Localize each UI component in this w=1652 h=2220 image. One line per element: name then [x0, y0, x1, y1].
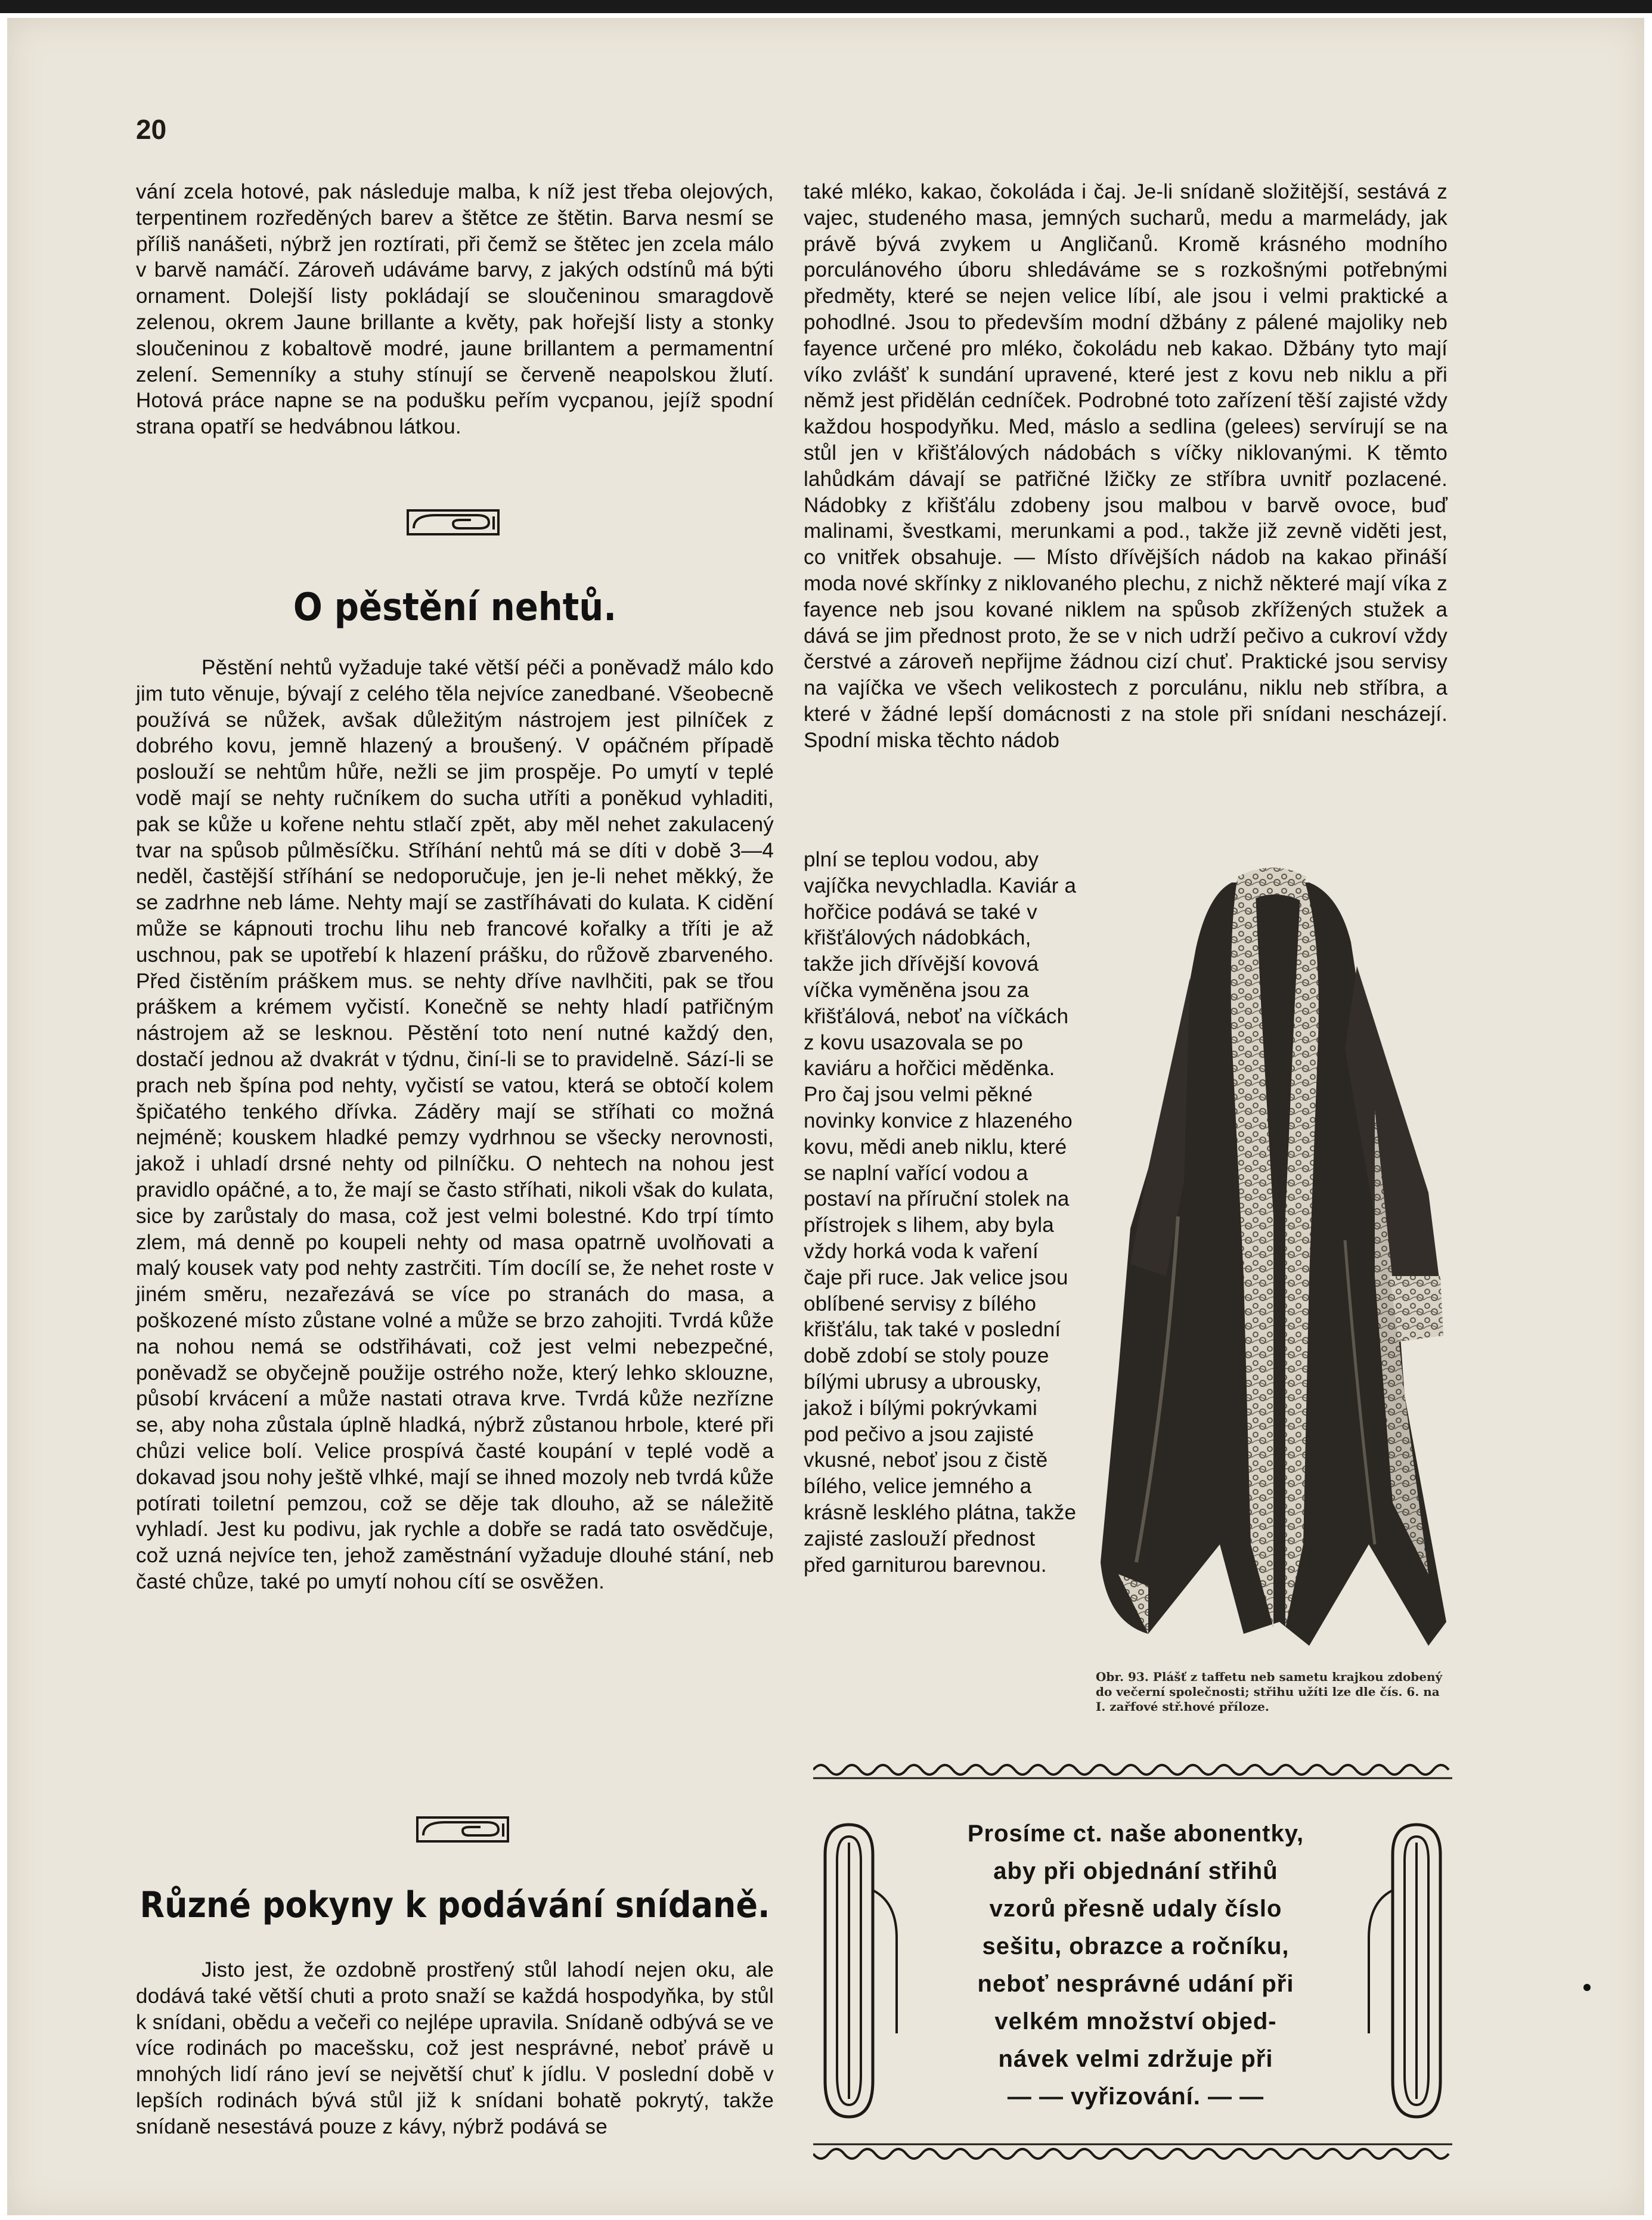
right-art-nouveau-pillar-icon [1363, 1819, 1452, 2129]
figure-caption: Obr. 93. Plášť z taffetu neb sametu krajkou zdobený do večerní společnosti; střihu užíti lze dle čís. 6. na I. zařfové stř.hové příloze. [1096, 1670, 1443, 1714]
subscriber-notice [930, 1815, 1341, 2116]
narrow-column [804, 847, 1078, 1578]
ornament-icon-2 [415, 1813, 510, 1846]
margin-dot [1583, 1984, 1591, 1991]
notice-line: návek velmi zdržuje při [998, 2046, 1273, 2072]
left-column [136, 179, 774, 440]
left-art-nouveau-pillar-icon [813, 1819, 903, 2129]
nails-paragraph: Pěstění nehtů vyžaduje také větší péči a poněvadž málo kdo jim tuto věnuje, bývají z celého těla nejvíce zanedbané. Všeobecně používá se nůžek, avšak důležitým nástrojem jest pilníček z dobrého kovu, jemně hlazený a broušený. V opáčném případě poslouží se nehtům hůře, nežli se jim prospěje. Po umytí v teplé vodě mají se nehty ručníkem do sucha utříti a poněkud vyhladiti, pak se kůže u kořene nehtu stlačí zpět, aby měl nehet zakulacený tvar na spůsob půlměsíčku. Stříhání nehtů má se díti v době 3—4 neděl, častější stříhání se nedoporučuje, jen je-li nehet měkký, že se zadrhne neb láme. Nehty mají se zastříhávati do kulata. K cidění může se kápnouti trochu lihu neb francové kořalky a tříti je až uschnou, pak se upotřebí k hlazení prášku, do růžově zbarveného. Před čistěním práškem mus. se nehty dříve navlhčiti, pak se třou práškem a krémem vyčistí. Konečně se nehty hladí patřičným nástrojem až se lesknou. Pěstění toto není nutné každý den, dostačí jednou až dvakrát v týdnu, činí-li se to pravidelně. Sází-li se prach neb špína pod nehty, vyčistí se vatou, která se obtočí kolem špičatého tenkého dřívka. Záděry mají se stříhati co možná nejméně; kouskem hladké pemzy vydrhnou se všecky nerovnosti, jakož i uhladí drsné nehty od pilníčku. O nehtech na nohou jest pravidlo opáčné, a to, že mají se často stříhati, nikoli však do kulata, sice by zarůstaly do masa, což jest velmi bolestné. Kdo trpí tímto zlem, má denně po koupeli nehty od masa opatrně uvolňovati a malý kousek vaty pod nehty zastrčiti. Tím docílí se, že nehet roste v jiném směru, nezařezává se více po stranách do masa, a poškozené místo zůstane volné a může se brzo zahojiti. Tvrdá kůže na nohou nemá se odstřihávati, což jest velmi nebezpečné, poněvadž se obyčejně použije ostrého nože, který lehko sklouzne, působí krvácení a může nastati otrava krve. Tvrdá kůže nezřízne se, aby noha zůstala úplně hladká, nýbrž zůstanou hrbole, které při chůzi velice bolí. Velice prospívá časté koupání v teplé vodě a dokavad jsou nohy ještě vlhké, mají se ihned mozoly neb tvrdá kůže potírati toiletní pemzou, což se děje tak dlouho, až se náležitě vyhladí. Jest ku podivu, jak rychle a dobře se radá tato osvědčuje, což uzná nejvíce ten, jehož zaměstnání vyžaduje dlouhé stání, neb časté chůze, také po umytí nohou cítí se osvěžen. [136, 656, 774, 1593]
notice-line: velkém množství objed- [994, 2008, 1277, 2035]
narrow-paragraph: plní se teplou vodou, aby vajíčka nevychladla. Kaviár a hořčice podává se také v křišťálových nádobkách, takže jich dřívější kovová víčka vyměněna jsou za křišťálová, neboť na víčkách z kovu usazovala se po kaviáru a hořčici měděnka. Pro čaj jsou velmi pěkné novinky konvice z hlazeného kovu, mědi aneb niklu, které se naplní vařící vodou a postaví na příruční stolek na přístrojek s lihem, aby byla vždy horká voda k vaření čaje při ruce. Jak velice jsou oblíbené servisy z bílého křišťálu, tak také v poslední době zdobí se stoly pouze bílými ubrusy a ubrousky, jakož i bílými pokrývkami pod pečivo a jsou zajisté vkusné, neboť jsou z čistě bílého, velice jemného a krásně lesklého plátna, takže zajisté zaslouží přednost před garniturou barevnou. [804, 848, 1077, 1577]
breakfast-paragraph: Jisto jest, že ozdobně prostřený stůl lahodí nejen oku, ale dodává také větší chuti a proto snaží se každá hospodyňka, by stůl k snídani, obědu a večeři co nejlépe upravila. Snídaně odbývá se ve více rodinách po macešsku, což jest nesprávné, neboť právě u mnohých lidí ráno jeví se největší chuť k jídlu. V poslední době v lepších rodinách bývá stůl již k snídani bohatě pokrytý, takže snídaně nesestává pouze z kávy, nýbrž podává se [136, 1958, 774, 2138]
notice-line: sešitu, obrazce a ročníku, [982, 1933, 1290, 1959]
right-top-paragraph: také mléko, kakao, čokoláda i čaj. Je-li snídaně složitější, sestává z vajec, studeného masa, jemných sucharů, medu a marmelády, jak právě bývá zvykem u Angličanů. Kromě krásného modního porculánového úboru shledáváme se s rozkošnými potřebnými předměty, které se nejen velice líbí, ale jsou i velmi praktické a pohodlné. Jsou to především modní džbány z pálené majoliky neb fayence určené pro mléko, čokoládu neb kakao. Džbány tyto mají víko zvlášť k sundání upravené, které jest z kovu neb niklu a při němž jest přidělán cedníček. Podrobné toto zařízení těší zajisté vždy každou hospodyňku. Med, máslo a sedlina (gelees) servírují se na stůl jen v křišťálových nádobách s víčky niklovanými. K těmto lahůdkám dávají se patřičné lžičky ze stříbra uvnitř pozlacené. Nádobky z křišťálu zdobeny jsou malbou v barvě ovoce, buď malinami, švestkami, merunkami a pod., takže již zevně viděti jest, co vnitřek obsahuje. — Místo dřívějších nádob na kakao přináší moda nové skřínky z niklovaného plechu, z nichž některé mají víka z fayence neb jsou kované niklem na spůsob zkřížených stužek a dává se jim přednost proto, že se v nich udrží pečivo a cukroví vždy čerstvé a zároveň nepřijme žádnou cizí chuť. Praktické jsou servisy na vajíčka ve všech velikostech z porculánu, niklu neb stříbra, a které v žádné lepší domácnosti z na stole při snídani nescházejí. Spodní miska těchto nádob [804, 180, 1448, 752]
notice-line: neboť nesprávné udání při [977, 1971, 1294, 1997]
notice-line: Prosíme ct. naše abonentky, [967, 1820, 1304, 1847]
nails-section [136, 655, 774, 1595]
notice-line: — — vyřizování. — — [1007, 2083, 1264, 2110]
notice-bottom-border [813, 2141, 1452, 2165]
heading-breakfast: Různé pokyny k podávání snídaně. [140, 1884, 770, 1926]
notice-line: aby při objednání střihů [993, 1858, 1278, 1884]
top-edge-bar [0, 0, 1652, 13]
notice-top-border [813, 1758, 1452, 1782]
notice-line: vzorů přesně udaly číslo [989, 1896, 1282, 1922]
heading-nail-care: O pěstění nehtů. [293, 586, 617, 630]
page-number: 20 [136, 114, 167, 145]
right-column [804, 179, 1448, 754]
ornament-icon [405, 506, 501, 539]
breakfast-section [136, 1957, 774, 2140]
intro-paragraph: vání zcela hotové, pak následuje malba, k níž jest třeba olejových, terpentinem rozředěných barev a štětce ze štětin. Barva nesmí se příliš nanášeti, nýbrž jen roztírati, při čemž se štětec jen zcela málo v barvě namáčí. Zároveň udáváme barvy, z jakých odstínů má býti ornament. Dolejší listy pokládají se sloučeninou smaragdově zelenou, okrem Jaune brillante a květy, pak hořejší listy a stonky sloučeninou z kobaltově modré, jaune brillantem a permamentní zelení. Semenníky a stuhy stínují se červeně neapolskou žlutí. Hotová práce napne se na podušku peřím vycpanou, jejíž spodní strana opatří se hedvábnou látkou. [136, 180, 774, 439]
coat-illustration-icon [1095, 859, 1452, 1652]
